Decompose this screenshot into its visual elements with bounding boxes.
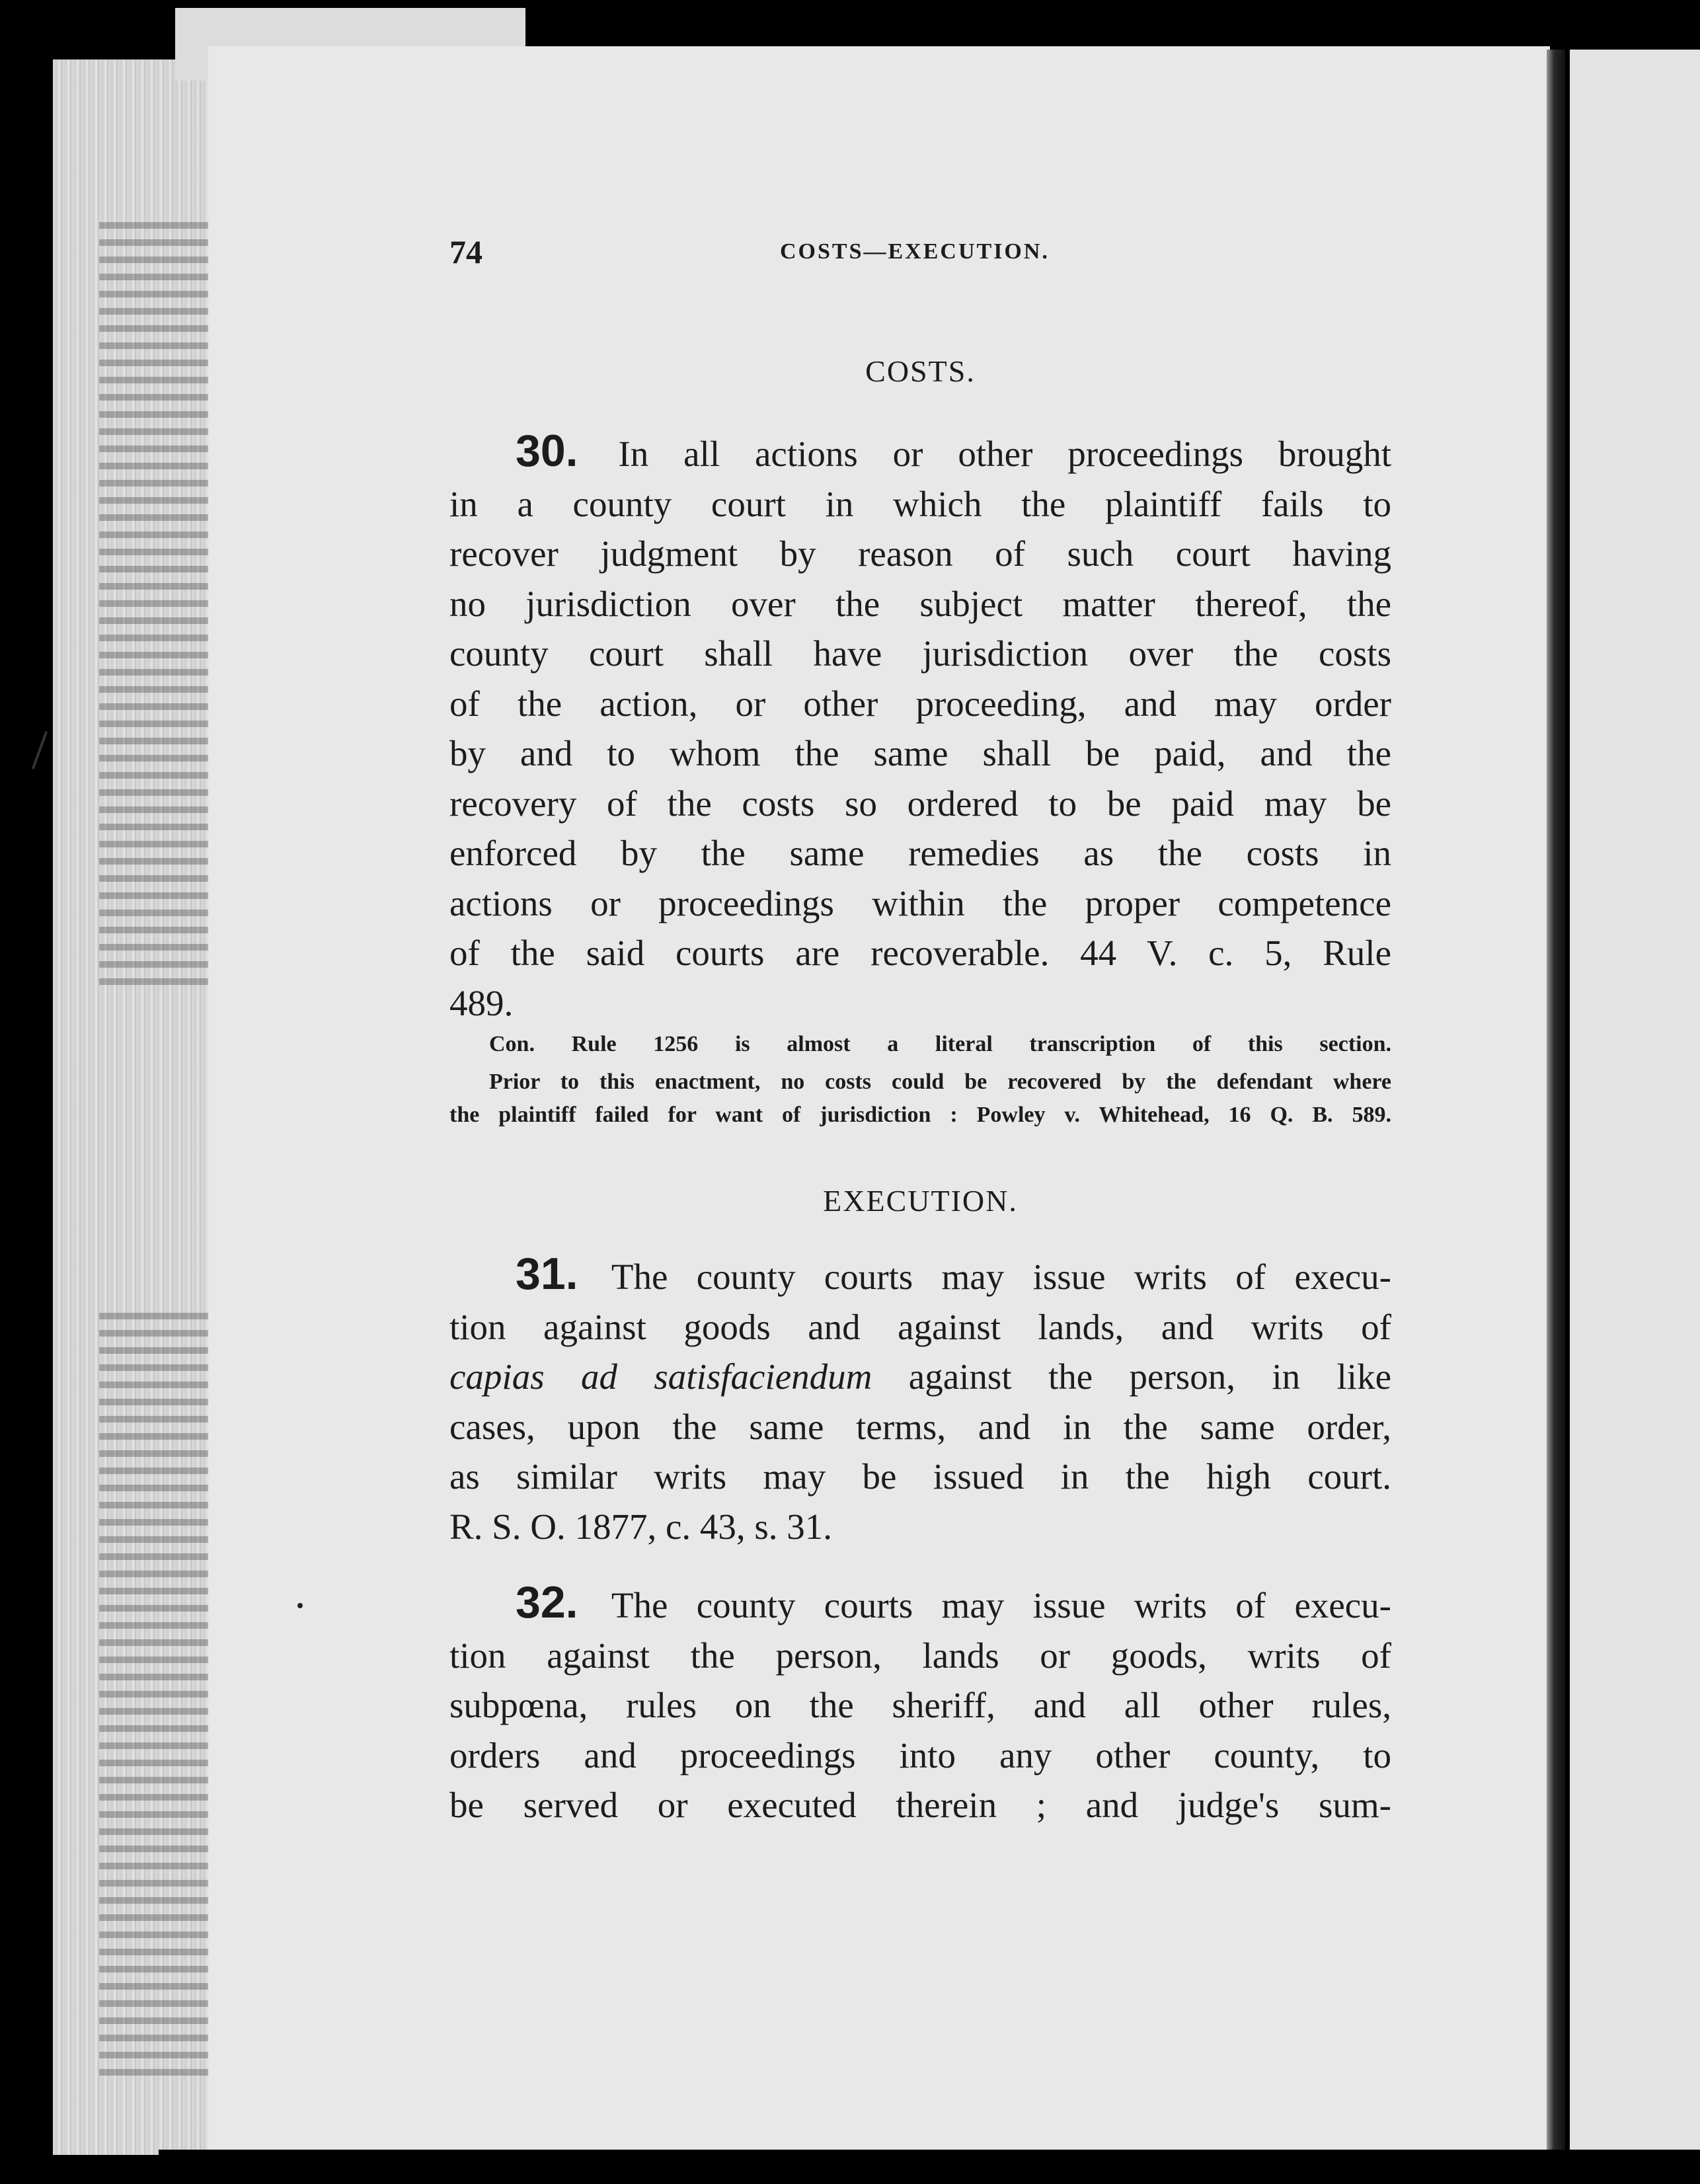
paragraph-line: enforced by the same remedies as the costs in bbox=[449, 833, 1391, 873]
facing-page bbox=[1570, 50, 1700, 2152]
section-31-paragraph bbox=[449, 1249, 1391, 1551]
latin-phrase: capias ad satisfaciendum bbox=[449, 1356, 872, 1397]
paragraph-line: 32. The county courts may issue writs of execu- bbox=[516, 1577, 1391, 1627]
page-bottom-shadow bbox=[159, 2150, 1700, 2184]
section-number: 30. bbox=[516, 426, 578, 476]
section-heading-costs: COSTS. bbox=[865, 354, 976, 388]
paragraph-line: tion against the person, lands or goods, writs of bbox=[449, 1635, 1391, 1676]
edge-print-upper bbox=[99, 212, 212, 985]
footnote-2 bbox=[449, 1066, 1391, 1132]
paragraph-line: county court shall have jurisdiction over the costs bbox=[449, 633, 1391, 674]
paragraph-line: recover judgment by reason of such court having bbox=[449, 533, 1391, 574]
paragraph-line: of the said courts are recoverable. 44 V. c. 5, Rule bbox=[449, 933, 1391, 973]
footnote-line: the plaintiff failed for want of jurisdiction : Powley v. Whitehead, 16 Q. B. 589. bbox=[449, 1103, 1391, 1127]
paragraph-line: capias ad satisfaciendum against the person, in like bbox=[449, 1356, 1391, 1397]
paragraph-line: by and to whom the same shall be paid, and the bbox=[449, 733, 1391, 773]
ink-dot bbox=[297, 1603, 303, 1608]
section-number: 31. bbox=[516, 1249, 578, 1299]
paragraph-line: 30. In all actions or other proceedings brought bbox=[516, 426, 1391, 476]
section-32-paragraph bbox=[449, 1578, 1391, 1830]
paragraph-line: tion against goods and against lands, and writs of bbox=[449, 1306, 1391, 1347]
paragraph-line: 489. bbox=[449, 982, 514, 1023]
running-title: COSTS—EXECUTION. bbox=[780, 239, 1050, 264]
section-30-paragraph bbox=[449, 426, 1391, 1028]
running-header bbox=[449, 233, 1391, 272]
margin-mark bbox=[32, 731, 48, 769]
edge-print-lower bbox=[99, 1309, 212, 2076]
paragraph-line: as similar writs may be issued in the high court. bbox=[449, 1456, 1391, 1497]
section-number: 32. bbox=[516, 1577, 578, 1627]
paragraph-line: 31. The county courts may issue writs of execu- bbox=[516, 1249, 1391, 1299]
paragraph-line: recovery of the costs so ordered to be paid may be bbox=[449, 783, 1391, 824]
paragraph-line: orders and proceedings into any other county, to bbox=[449, 1735, 1391, 1775]
paragraph-line: cases, upon the same terms, and in the same order, bbox=[449, 1406, 1391, 1447]
paragraph-line: be served or executed therein ; and judge's sum- bbox=[449, 1785, 1391, 1825]
paragraph-line: R. S. O. 1877, c. 43, s. 31. bbox=[449, 1506, 833, 1547]
paragraph-line: no jurisdiction over the subject matter thereof, the bbox=[449, 583, 1391, 624]
paragraph-line: of the action, or other proceeding, and may order bbox=[449, 683, 1391, 724]
book-spine bbox=[1547, 50, 1565, 2152]
paragraph-line: subpœna, rules on the sheriff, and all other rules, bbox=[449, 1685, 1391, 1725]
paragraph-line: actions or proceedings within the proper competence bbox=[449, 882, 1391, 923]
section-heading-execution: EXECUTION. bbox=[823, 1184, 1018, 1218]
page-number: 74 bbox=[449, 233, 483, 270]
footnote-line: Prior to this enactment, no costs could be recovered by the defendant where bbox=[489, 1070, 1391, 1094]
footnote-line: Con. Rule 1256 is almost a literal transcription of this section. bbox=[489, 1032, 1391, 1056]
footnote-1 bbox=[449, 1028, 1391, 1061]
paragraph-line: in a county court in which the plaintiff fails to bbox=[449, 483, 1391, 524]
